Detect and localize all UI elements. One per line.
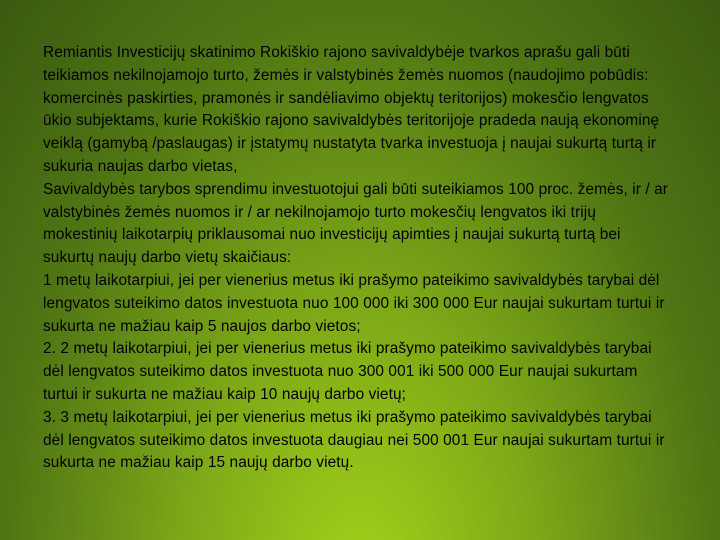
paragraph-council-decision: Savivaldybės tarybos sprendimu investuotojui gali būti suteikiamos 100 proc. žemės, ir / ar valstybinės žemės nuomos ir / ar nekilnojamojo turto mokesčių lengvatos iki trijų mokestinių laikotarpių priklausomai nuo investicijų apimties į naujai sukurtą turtą bei sukurtų naujų darbo vietų skaičiaus: (43, 180, 669, 267)
slide-body-text (43, 42, 673, 475)
paragraph-intro: Remiantis Investicijų skatinimo Rokiškio rajono savivaldybėje tvarkos aprašu gali būti teikiamos nekilnojamojo turto, žemės ir valstybinės žemės nuomos (naudojimo pobūdis: komercinės paskirties, pramonės ir sandėliavimo objektų teritorijos) mokesčio lengvatos ūkio subjektams, kurie Rokiškio rajono savivaldybės teritorijoje pradeda naują ekonominę veiklą (gamybą /paslaugas) ir įstatymų nustatyta tvarka investuoja į naujai sukurtą turtą ir sukuria naujas darbo vietas, (43, 44, 660, 175)
paragraph-option-3-years: 3. 3 metų laikotarpiui, jei per vienerius metus iki prašymo pateikimo savivaldybės tarybai dėl lengvatos suteikimo datos investuota daugiau nei 500 001 Eur naujai sukurtam turtui ir sukurta ne mažiau kaip 15 naujų darbo vietų. (43, 408, 665, 472)
paragraph-option-1-year: 1 metų laikotarpiui, jei per vienerius metus iki prašymo pateikimo savivaldybės tarybai dėl lengvatos suteikimo datos investuota nuo 100 000 iki 300 000 Eur naujai sukurtam turtui ir sukurta ne mažiau kaip 5 naujos darbo vietos; (43, 271, 665, 335)
paragraph-option-2-years: 2. 2 metų laikotarpiui, jei per vienerius metus iki prašymo pateikimo savivaldybės tarybai dėl lengvatos suteikimo datos investuota nuo 300 001 iki 500 000 Eur naujai sukurtam turtui ir sukurta ne mažiau kaip 10 naujų darbo vietų; (43, 340, 652, 403)
